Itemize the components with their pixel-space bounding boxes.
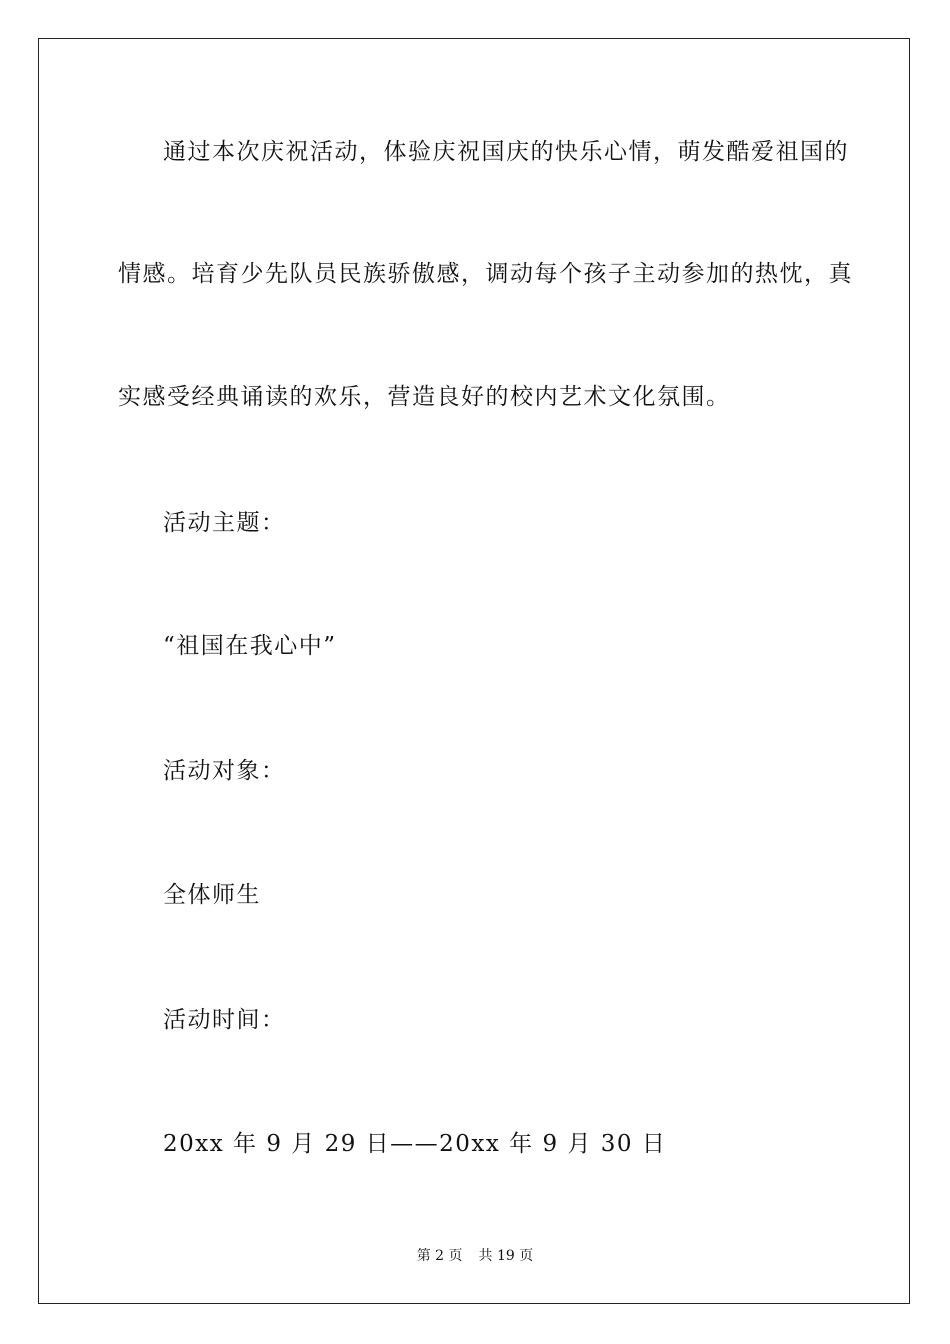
page-footer <box>0 1246 950 1266</box>
time-value: 20xx 年 9 月 29 日——20xx 年 9 月 30 日 <box>163 1131 667 1157</box>
theme-value: “祖国在我心中” <box>163 633 337 659</box>
audience-label: 活动对象： <box>163 758 286 784</box>
audience-value: 全体师生 <box>163 882 261 908</box>
paragraph-line-1: 通过本次庆祝活动，体验庆祝国庆的快乐心情，萌发酷爱祖国的 <box>163 139 849 165</box>
time-label: 活动时间： <box>163 1007 286 1033</box>
page-number: 第 2 页 <box>416 1248 463 1264</box>
paragraph-line-2: 情感。培育少先队员民族骄傲感，调动每个孩子主动参加的热忱，真 <box>118 261 853 287</box>
page-total: 共 19 页 <box>478 1248 534 1264</box>
page-frame <box>38 38 910 1304</box>
paragraph-line-3: 实感受经典诵读的欢乐，营造良好的校内艺术文化氛围。 <box>118 384 731 410</box>
theme-label: 活动主题： <box>163 510 286 536</box>
